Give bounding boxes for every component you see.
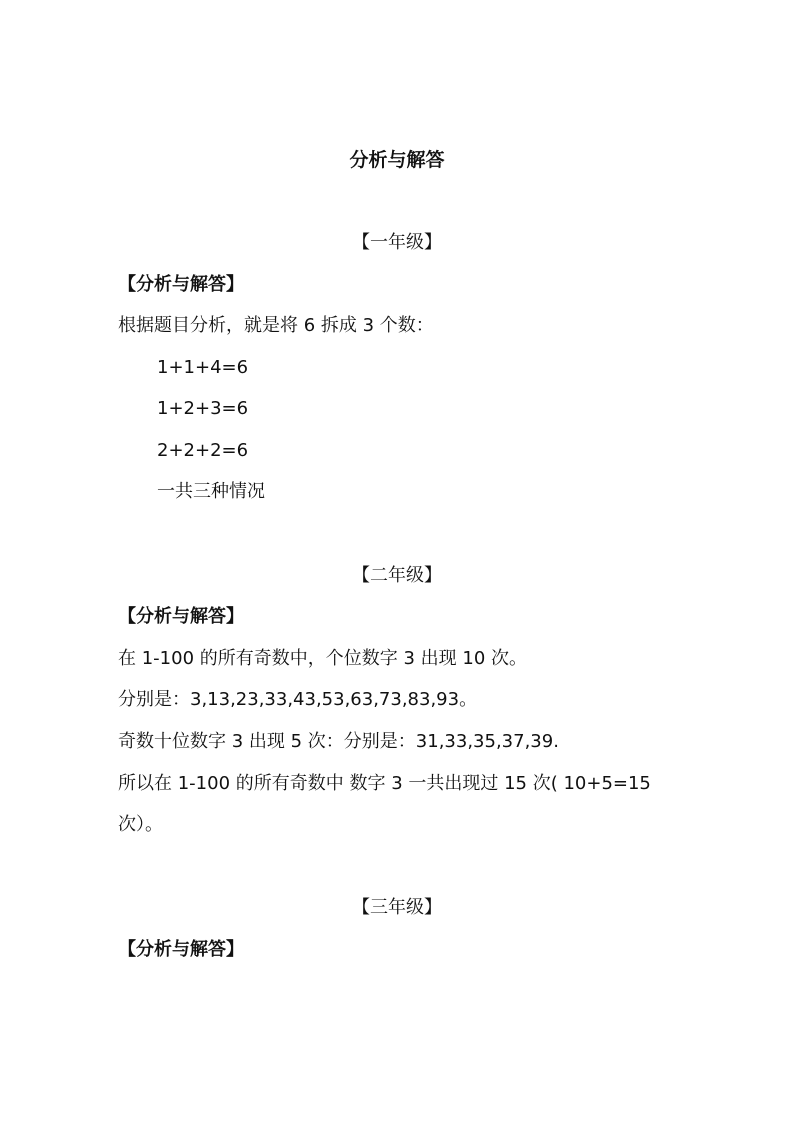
section-1-item-2: 1+2+3=6 xyxy=(157,398,249,419)
section-2-line-3: 奇数十位数字 3 出现 5 次：分别是：31,33,35,37,39. xyxy=(118,731,559,752)
section-1-item-3: 2+2+2=6 xyxy=(157,440,249,461)
section-2-line-4: 所以在 1-100 的所有奇数中 数字 3 一共出现过 15 次( 10+5=15 xyxy=(118,773,651,794)
grade-heading-1: 【一年级】 xyxy=(352,232,442,253)
section-2-line-5: 次）。 xyxy=(118,814,163,835)
document-title: 分析与解答 xyxy=(349,149,445,171)
section-1-intro: 根据题目分析，就是将 6 拆成 3 个数： xyxy=(118,315,434,336)
grade-heading-2: 【二年级】 xyxy=(352,565,442,586)
section-heading-2: 【分析与解答】 xyxy=(118,606,244,627)
grade-heading-3: 【三年级】 xyxy=(352,897,442,918)
section-2-line-2: 分别是：3,13,23,33,43,53,63,73,83,93。 xyxy=(118,689,478,710)
section-1-item-4: 一共三种情况 xyxy=(157,481,265,502)
section-1-item-1: 1+1+4=6 xyxy=(157,357,249,378)
section-heading-1: 【分析与解答】 xyxy=(118,274,244,295)
section-heading-3: 【分析与解答】 xyxy=(118,939,244,960)
section-2-line-1: 在 1-100 的所有奇数中，个位数字 3 出现 10 次。 xyxy=(118,648,527,669)
